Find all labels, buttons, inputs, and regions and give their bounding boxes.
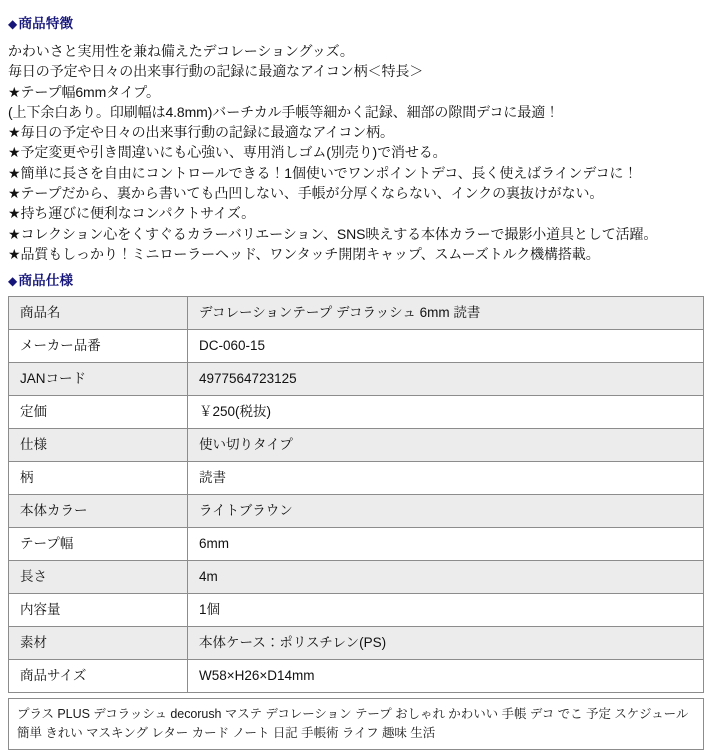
feature-line: ★テープ幅6mmタイプ。 xyxy=(8,83,160,100)
table-row xyxy=(9,429,704,462)
feature-line: (上下余白あり。印刷幅は4.8mm)バーチカル手帳等細かく記録、細部の隙間デコに最適！ xyxy=(8,103,559,120)
table-row xyxy=(9,330,704,363)
spec-value: DC-060-15 xyxy=(188,330,704,363)
feature-line: ★品質もしっかり！ミニローラーヘッド、ワンタッチ開閉キャップ、スムーズトルク機構搭載。 xyxy=(8,245,600,262)
table-row xyxy=(9,297,704,330)
specification-table xyxy=(8,296,704,693)
table-row xyxy=(9,627,704,660)
feature-line: かわいさと実用性を兼ね備えたデコレーショングッズ。 xyxy=(8,43,354,59)
table-row xyxy=(9,462,704,495)
feature-line: ★テープだから、裏から書いても凸凹しない、手帳が分厚くならない、インクの裏抜けがない。 xyxy=(8,185,604,202)
spec-value: 1個 xyxy=(188,594,704,627)
table-row xyxy=(9,594,704,627)
feature-line: ★コレクション心をくすぐるカラーバリエーション、SNS映えする本体カラーで撮影小道具として活躍。 xyxy=(8,225,658,242)
keywords-container xyxy=(0,693,717,750)
spec-value: W58×H26×D14mm xyxy=(188,660,704,693)
spec-label: メーカー品番 xyxy=(9,330,188,363)
spec-table-container xyxy=(0,289,717,693)
table-row xyxy=(9,396,704,429)
table-row xyxy=(9,561,704,594)
spec-value: 4m xyxy=(188,561,704,594)
spec-label: JANコード xyxy=(9,363,188,396)
spec-label: 素材 xyxy=(9,627,188,660)
table-row xyxy=(9,363,704,396)
spec-label: 長さ xyxy=(9,561,188,594)
feature-line: ★簡単に長さを自由にコントロールできる！1個使いでワンポイントデコ、長く使えばラインデコに！ xyxy=(8,164,638,181)
spec-value: 6mm xyxy=(188,528,704,561)
feature-line: ★毎日の予定や日々の出来事行動の記録に最適なアイコン柄。 xyxy=(8,124,394,141)
spec-value: ライトブラウン xyxy=(188,495,704,528)
features-text-block xyxy=(0,32,717,264)
spec-value: デコレーションテープ デコラッシュ 6mm 読書 xyxy=(188,297,704,330)
spec-label: 定価 xyxy=(9,396,188,429)
features-section-heading xyxy=(0,0,717,32)
table-row xyxy=(9,495,704,528)
feature-line: ★予定変更や引き間違いにも心強い、専用消しゴム(別売り)で消せる。 xyxy=(8,144,447,161)
spec-label: テープ幅 xyxy=(9,528,188,561)
spec-label: 商品名 xyxy=(9,297,188,330)
spec-label: 内容量 xyxy=(9,594,188,627)
table-row xyxy=(9,660,704,693)
feature-line: ★持ち運びに便利なコンパクトサイズ。 xyxy=(8,205,256,222)
spec-label: 商品サイズ xyxy=(9,660,188,693)
keyword-tags-text: プラス PLUS デコラッシュ decorush マステ デコレーション テープ おしゃれ かわいい 手帳 デコ でこ 予定 スケジュール 簡単 きれい マスキング レター カード ノート 日記 手帳術 ライフ 趣味 生活 xyxy=(8,698,704,750)
diamond-bullet-icon: ◆ xyxy=(8,17,18,31)
spec-label: 本体カラー xyxy=(9,495,188,528)
specs-heading-label: 商品仕様 xyxy=(18,273,74,289)
specs-section-heading xyxy=(0,264,717,289)
spec-label: 柄 xyxy=(9,462,188,495)
spec-value: 本体ケース：ポリスチレン(PS) xyxy=(188,627,704,660)
spec-value: ￥250(税抜) xyxy=(188,396,704,429)
spec-value: 読書 xyxy=(188,462,704,495)
spec-label: 仕様 xyxy=(9,429,188,462)
spec-value: 4977564723125 xyxy=(188,363,704,396)
features-heading-label: 商品特徴 xyxy=(18,16,74,31)
spec-value: 使い切りタイプ xyxy=(188,429,704,462)
table-row xyxy=(9,528,704,561)
diamond-bullet-icon: ◆ xyxy=(8,274,18,289)
feature-line: 毎日の予定や日々の出来事行動の記録に最適なアイコン柄＜特長＞ xyxy=(8,63,424,80)
